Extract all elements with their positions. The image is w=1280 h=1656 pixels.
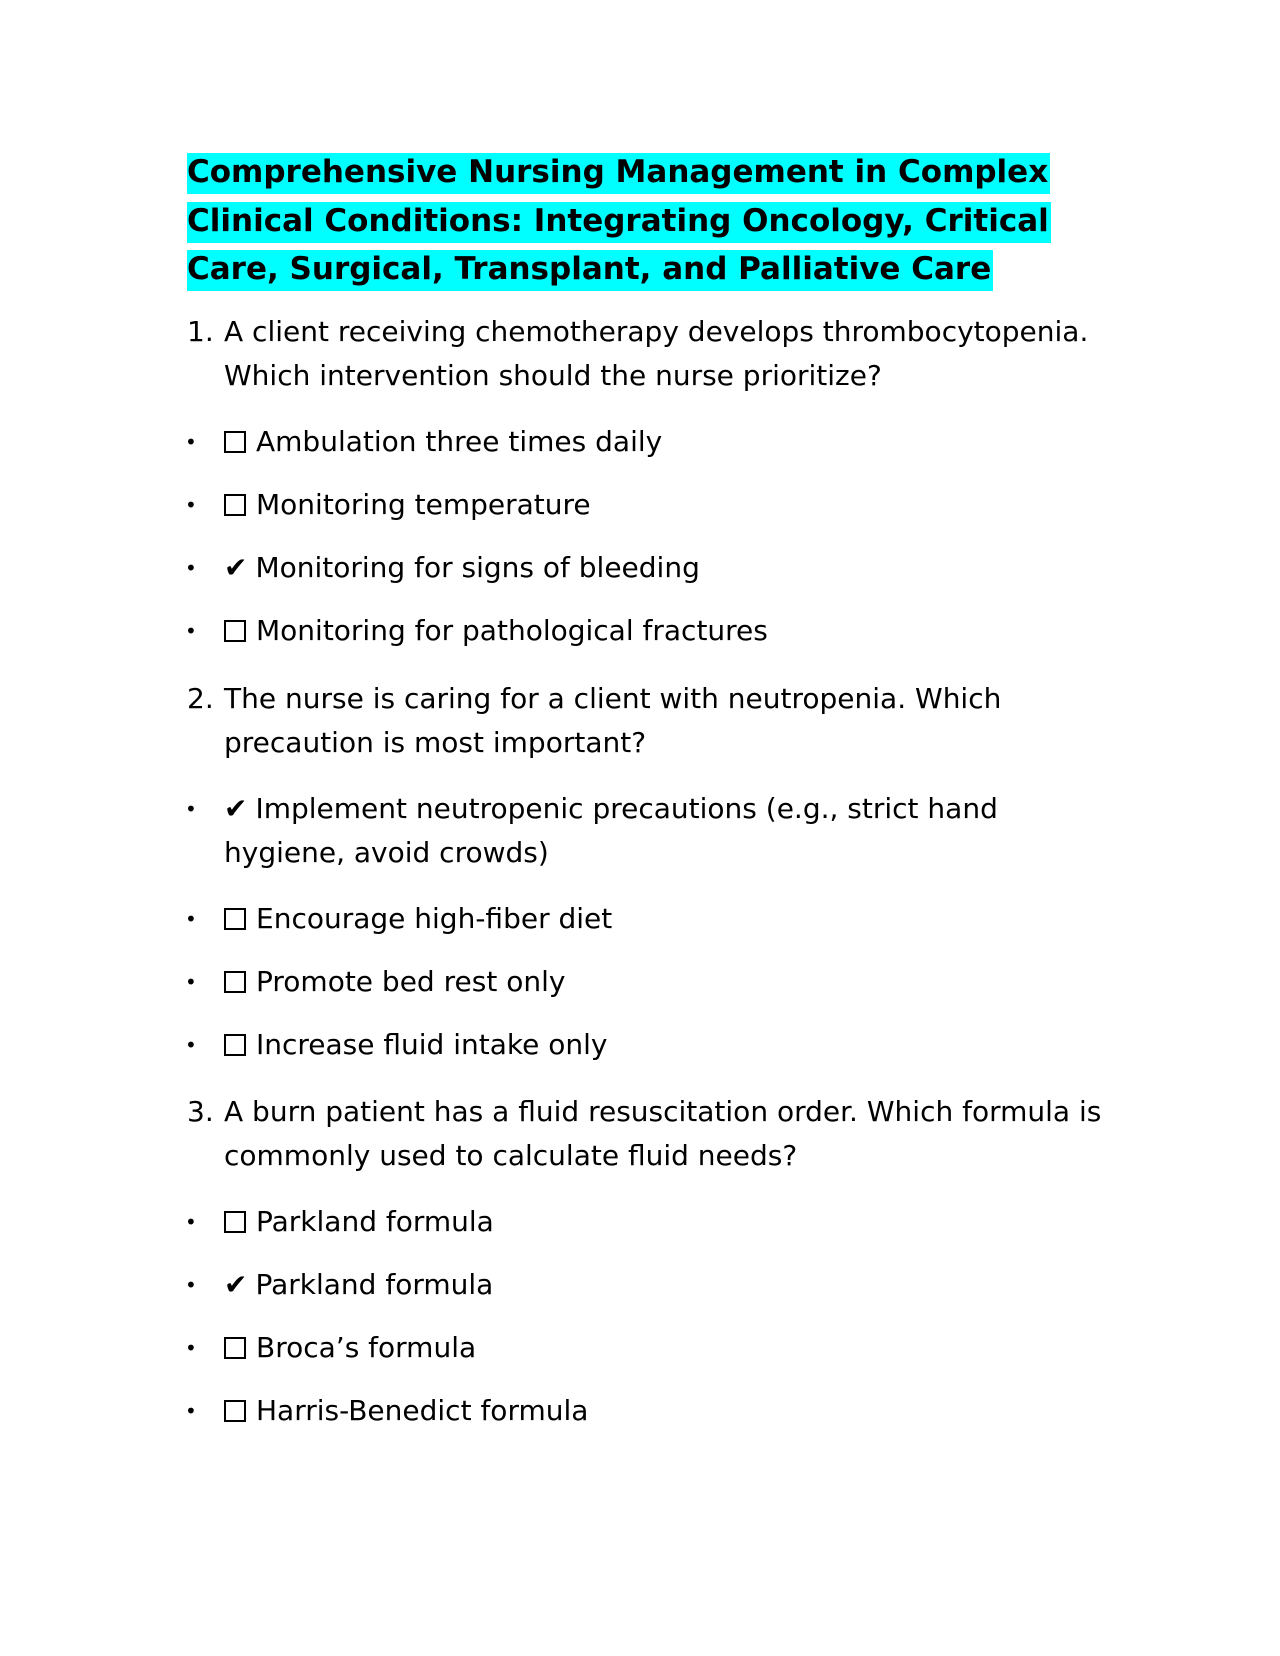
bullet-icon: •: [185, 619, 197, 643]
option-text: Encourage high-fiber diet: [256, 902, 613, 935]
checkbox-empty-icon: [224, 971, 246, 993]
document-title: [187, 148, 1117, 294]
checkbox-empty-icon: [224, 1034, 246, 1056]
title-highlight: Comprehensive Nursing Management in Complex Clinical Conditions: Integrating Oncology, Critical Care, Surgical, Transplant, and Palliative Care: [187, 153, 1051, 291]
checkbox-empty-icon: [224, 1211, 246, 1233]
question-text: A client receiving chemotherapy develops thrombocytopenia. Which intervention should the nurse prioritize?: [224, 315, 1089, 392]
option-text: Monitoring for signs of bleeding: [255, 551, 700, 584]
bullet-icon: •: [185, 1336, 197, 1360]
bullet-icon: •: [185, 907, 197, 931]
bullet-icon: •: [185, 1273, 197, 1297]
question-number: 3.: [187, 1095, 214, 1128]
checkbox-empty-icon: [224, 908, 246, 930]
question-text: The nurse is caring for a client with neutropenia. Which precaution is most important?: [224, 682, 1002, 759]
bullet-icon: •: [185, 970, 197, 994]
option-text: Ambulation three times daily: [256, 425, 663, 458]
bullet-icon: •: [185, 1033, 197, 1057]
option-text: Implement neutropenic precautions (e.g., strict hand hygiene, avoid crowds): [224, 792, 998, 869]
checkbox-empty-icon: [224, 431, 246, 453]
question-text: A burn patient has a fluid resuscitation order. Which formula is commonly used to calculate fluid needs?: [224, 1095, 1102, 1172]
bullet-icon: •: [185, 1399, 197, 1423]
option-text: Monitoring temperature: [256, 488, 591, 521]
checkmark-icon: ✔: [224, 551, 248, 584]
option-text: Broca’s formula: [256, 1331, 477, 1364]
bullet-icon: •: [185, 430, 197, 454]
question-number: 1.: [187, 315, 214, 348]
bullet-icon: •: [185, 1210, 197, 1234]
checkbox-empty-icon: [224, 494, 246, 516]
checkbox-empty-icon: [224, 1400, 246, 1422]
option-text: Parkland formula: [256, 1205, 494, 1238]
bullet-icon: •: [185, 493, 197, 517]
option-text: Harris-Benedict formula: [256, 1394, 589, 1427]
checkmark-icon: ✔: [224, 792, 248, 825]
bullet-icon: •: [185, 556, 197, 580]
bullet-icon: •: [185, 797, 197, 821]
option-text: Promote bed rest only: [256, 965, 566, 998]
option-text: Monitoring for pathological fractures: [256, 614, 768, 647]
option-text: Parkland formula: [255, 1268, 494, 1301]
option-text: Increase fluid intake only: [256, 1028, 608, 1061]
question-number: 2.: [187, 682, 214, 715]
checkbox-empty-icon: [224, 1337, 246, 1359]
checkmark-icon: ✔: [224, 1268, 248, 1301]
checkbox-empty-icon: [224, 620, 246, 642]
